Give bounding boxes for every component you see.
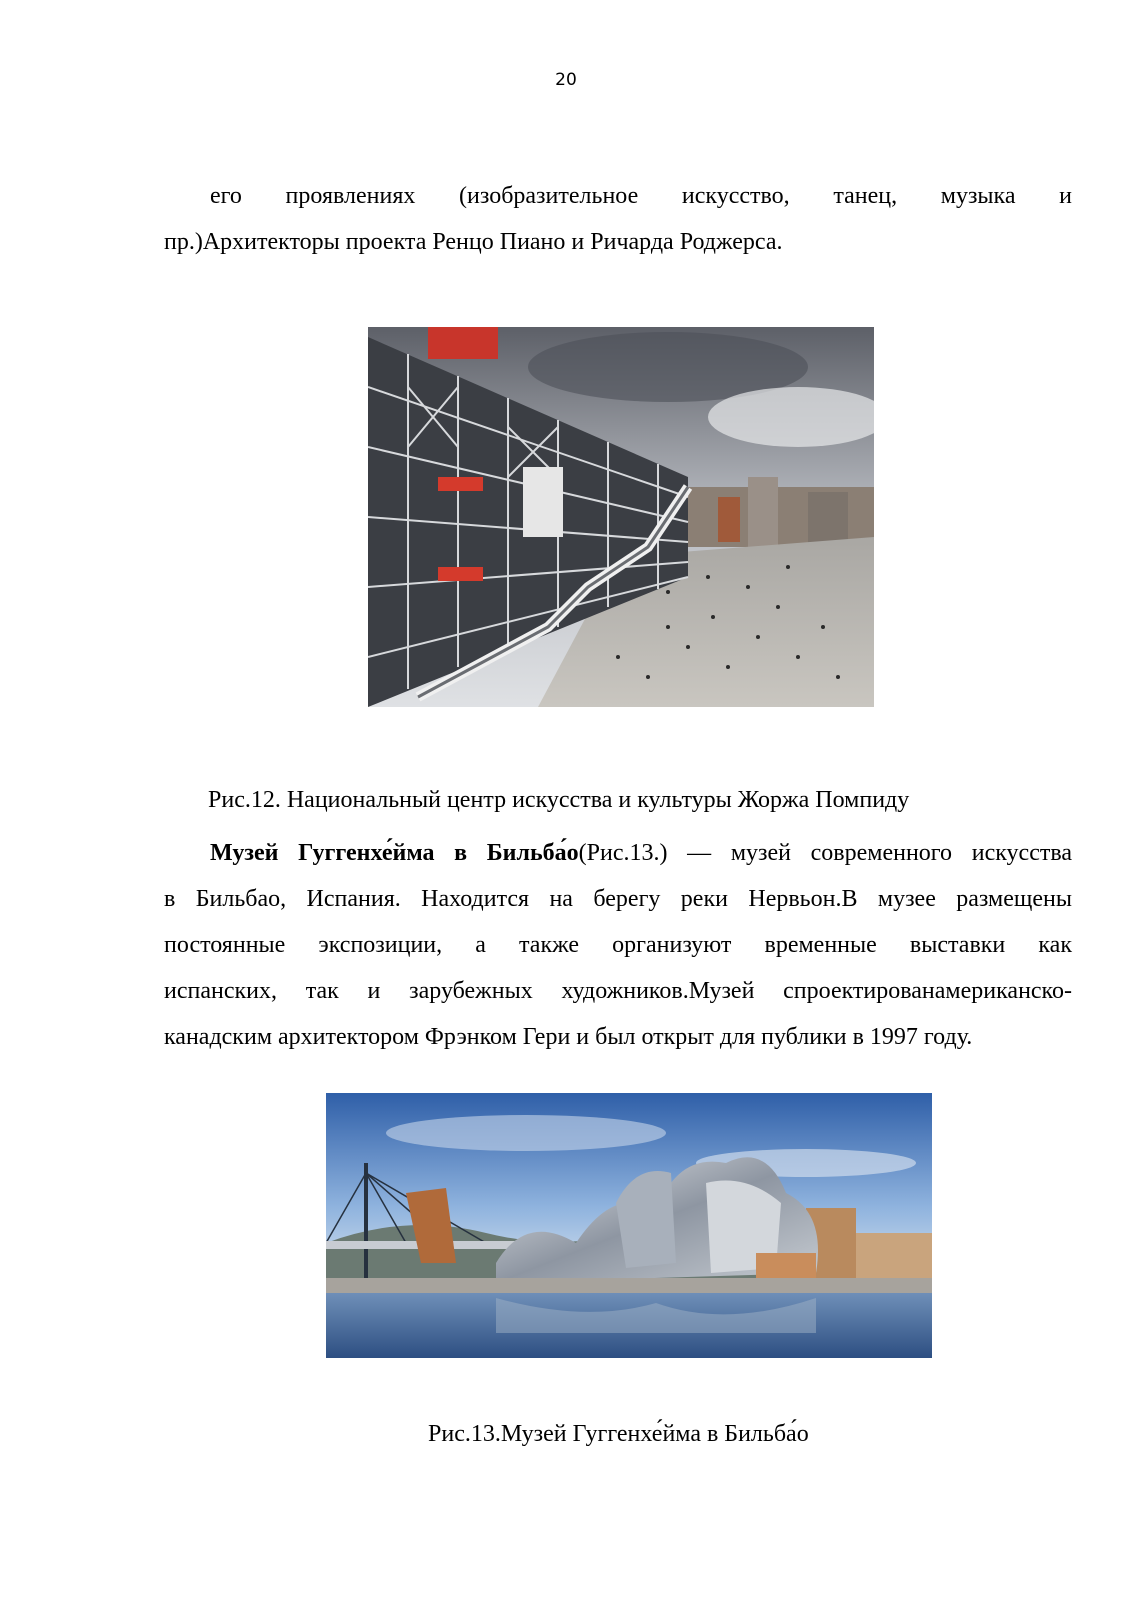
guggenheim-line-4: испанских, так и зарубежных художников.Музей спроектированамериканско- bbox=[164, 978, 1072, 1004]
page-number: 20 bbox=[555, 70, 577, 90]
guggenheim-line-1-rest: (Рис.13.) — музей современного искусства bbox=[578, 840, 1072, 866]
intro-line-2: пр.)Архитекторы проекта Ренцо Пиано и Ричарда Роджерса. bbox=[164, 229, 783, 255]
guggenheim-line-5: канадским архитектором Фрэнком Гери и был открыт для публики в 1997 году. bbox=[164, 1024, 973, 1050]
guggenheim-line-2: в Бильбао, Испания. Находится на берегу реки Нервьон.В музее размещены bbox=[164, 886, 1072, 912]
intro-paragraph bbox=[164, 173, 1072, 265]
guggenheim-title: Музей Гуггенхе́йма в Бильба́о bbox=[210, 840, 579, 866]
guggenheim-line-3: постоянные экспозиции, а также организуют временные выставки как bbox=[164, 932, 1072, 958]
guggenheim-line-1 bbox=[164, 830, 1072, 876]
centre-pompidou-photo bbox=[368, 327, 874, 707]
guggenheim-bilbao-photo bbox=[326, 1093, 932, 1358]
figure-13-image bbox=[326, 1093, 932, 1358]
figure-12-caption: Рис.12. Национальный центр искусства и культуры Жоржа Помпиду bbox=[208, 787, 910, 813]
guggenheim-paragraph bbox=[164, 830, 1072, 1060]
figure-12-image bbox=[368, 327, 874, 707]
intro-line-1: его проявлениях (изобразительное искусство, танец, музыка и bbox=[210, 183, 1072, 209]
figure-13-caption: Рис.13.Музей Гуггенхе́йма в Бильба́о bbox=[428, 1421, 809, 1447]
